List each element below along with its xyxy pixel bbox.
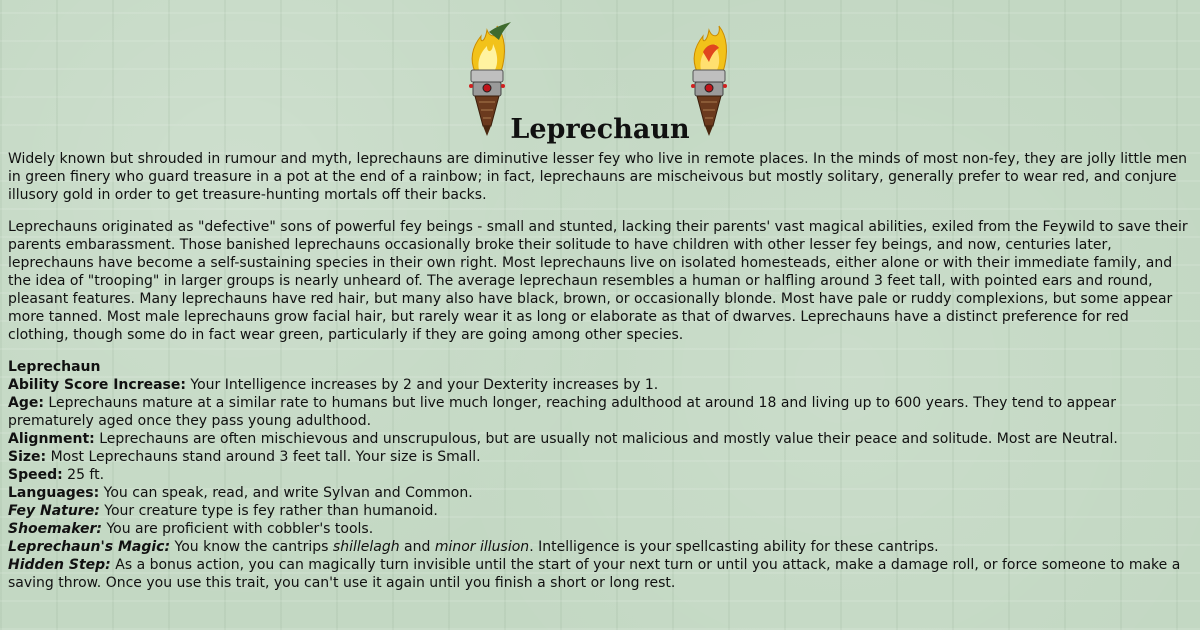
trait-text: As a bonus action, you can magically turn invisible until the start of your next turn or until you attack, make a damage roll, or force someone to make a saving throw. Once you use this trait, you can't use it again until you finish a short or long rest. <box>8 557 1181 591</box>
trait-shoemaker <box>8 520 1192 538</box>
trait-label: Alignment: <box>8 431 95 447</box>
trait-label: Ability Score Increase: <box>8 377 186 393</box>
trait-text: You know the cantrips <box>170 539 333 555</box>
race-traits <box>8 358 1192 592</box>
page-title: Leprechaun <box>510 114 690 145</box>
trait-label: Speed: <box>8 467 63 483</box>
trait-text: Your creature type is fey rather than humanoid. <box>99 503 438 519</box>
trait-leprechaun-magic <box>8 538 1192 556</box>
trait-text: You can speak, read, and write Sylvan and Common. <box>99 485 473 501</box>
trait-label: Fey Nature: <box>8 503 100 519</box>
spell-name: minor illusion <box>434 539 530 555</box>
page-header <box>0 0 1200 150</box>
trait-label: Leprechaun's Magic: <box>8 539 171 555</box>
trait-text: Your Intelligence increases by 2 and your Dexterity increases by 1. <box>185 377 659 393</box>
trait-text: 25 ft. <box>62 467 105 483</box>
trait-text: Leprechauns are often mischievous and unscrupulous, but are usually not malicious and mostly value their peace and solitude. Most are Neutral. <box>94 431 1118 447</box>
trait-label: Languages: <box>8 485 100 501</box>
trait-hidden-step <box>8 556 1192 592</box>
trait-languages <box>8 484 1192 502</box>
trait-age <box>8 394 1192 430</box>
trait-speed <box>8 466 1192 484</box>
trait-alignment <box>8 430 1192 448</box>
trait-text: Most Leprechauns stand around 3 feet tall. Your size is Small. <box>46 449 481 465</box>
trait-label: Hidden Step: <box>8 557 111 573</box>
trait-label: Shoemaker: <box>8 521 103 537</box>
article-body <box>0 150 1200 592</box>
intro-paragraph: Widely known but shrouded in rumour and myth, leprechauns are diminutive lesser fey who live in remote places. In the minds of most non-fey, they are jolly little men in green finery who guard treasure in a pot at the end of a rainbow; in fact, leprechauns are mischeivous but mostly solitary, generally prefer to wear red, and conjure illusory gold in order to get treasure-hunting mortals off their backs. <box>8 151 1188 203</box>
lore-paragraph: Leprechauns originated as "defective" sons of powerful fey beings - small and stunted, lacking their parents' vast magical abilities, exiled from the Feywild to save their parents embarassment. Those banished leprechauns occasionally broke their solitude to have children with other lesser fey beings, and now, centuries later, leprechauns have become a self-sustaining species in their own right. Most leprechauns live on isolated homesteads, either alone or with their immediate family, and the idea of "trooping" in larger groups is nearly unheard of. The average leprechaun resembles a human or halfling around 3 feet tall, with pointed ears and round, pleasant features. Many leprechauns have red hair, but many also have black, brown, or occasionally blonde. Most have pale or ruddy complexions, but some appear more tanned. Most male leprechauns grow facial hair, but rarely wear it as long or elaborate as that of dwarves. Leprechauns have a distinct preference for red clothing, though some do in fact wear green, particularly if they are going among other species. <box>8 219 1188 343</box>
trait-text: and <box>399 539 435 555</box>
trait-label: Age: <box>8 395 44 411</box>
spell-name: shillelagh <box>332 539 400 555</box>
trait-text: You are proficient with cobbler's tools. <box>102 521 374 537</box>
trait-text: Leprechauns mature at a similar rate to humans but live much longer, reaching adulthood at around 18 and living up to 600 years. They tend to appear prematurely aged once they pass young adulthood. <box>8 395 1116 429</box>
trait-ability-score <box>8 376 1192 394</box>
traits-heading: Leprechaun <box>8 359 101 375</box>
trait-text: . Intelligence is your spellcasting ability for these cantrips. <box>529 539 939 555</box>
trait-label: Size: <box>8 449 47 465</box>
trait-size <box>8 448 1192 466</box>
trait-fey-nature <box>8 502 1192 520</box>
